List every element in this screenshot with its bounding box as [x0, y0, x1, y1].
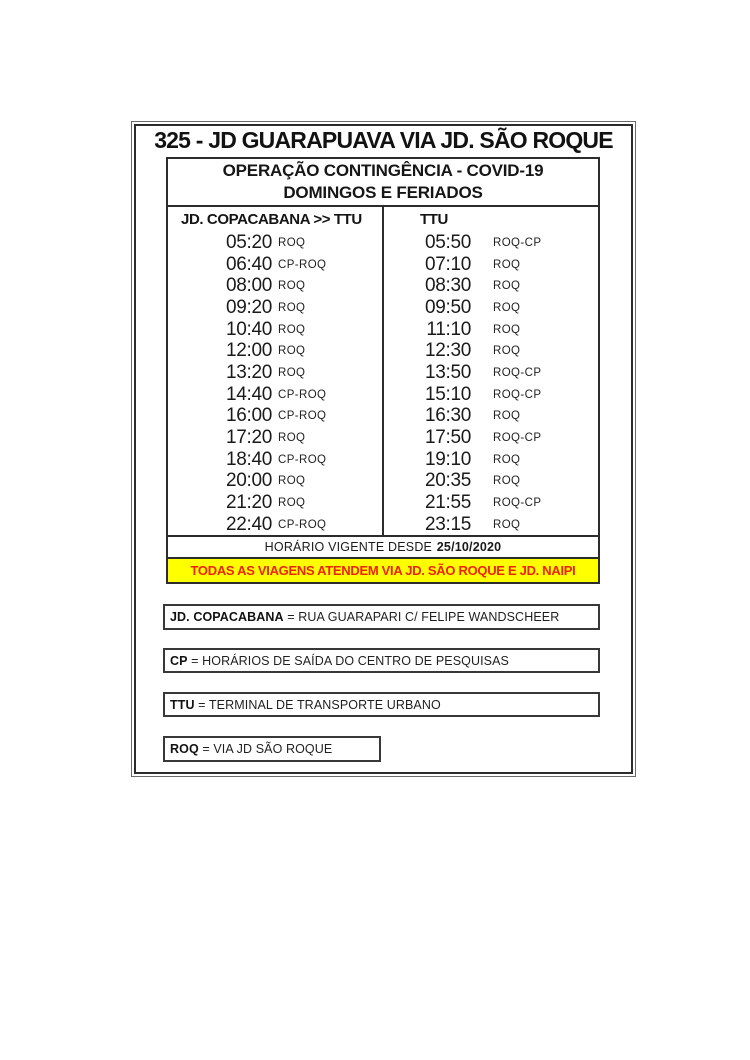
- legend-term: ROQ: [170, 742, 199, 756]
- departure-time: 12:00: [225, 340, 272, 362]
- table-row: [384, 319, 598, 341]
- departure-time: 21:20: [225, 492, 272, 514]
- validity-date: 25/10/2020: [436, 540, 502, 554]
- table-row: [384, 427, 598, 449]
- validity-row: [166, 535, 600, 559]
- departure-time: 10:40: [225, 318, 272, 340]
- departure-time: 07:10: [424, 253, 471, 275]
- route-tag: CP-ROQ: [278, 388, 327, 401]
- document-frame: [131, 121, 636, 777]
- table-row: [168, 514, 382, 536]
- table-row: [384, 384, 598, 406]
- table-row: [168, 340, 382, 362]
- terminal-rows: [384, 232, 598, 536]
- legend-definition: = VIA JD SÃO ROQUE: [198, 742, 333, 756]
- schedule-table: [166, 157, 600, 537]
- route-tag: CP-ROQ: [278, 518, 327, 531]
- departure-time: 09:50: [424, 296, 471, 318]
- legend-definition: = RUA GUARAPARI C/ FELIPE WANDSCHEER: [283, 610, 560, 624]
- departure-time: 17:50: [424, 427, 471, 449]
- column-terminal: [384, 207, 598, 536]
- departure-time: 21:55: [424, 492, 471, 514]
- departure-time: 16:30: [424, 405, 471, 427]
- table-row: [384, 275, 598, 297]
- route-tag: ROQ: [278, 475, 306, 488]
- route-tag: ROQ: [278, 345, 306, 358]
- subheader-operation: OPERAÇÃO CONTINGÊNCIA - COVID-19: [222, 161, 544, 180]
- route-tag: CP-ROQ: [278, 453, 327, 466]
- table-row: [384, 340, 598, 362]
- table-row: [384, 471, 598, 493]
- departure-time: 20:00: [225, 470, 272, 492]
- table-row: [384, 254, 598, 276]
- table-row: [168, 384, 382, 406]
- departure-time: 19:10: [424, 448, 471, 470]
- departure-time: 09:20: [225, 296, 272, 318]
- route-tag: ROQ: [493, 453, 521, 466]
- departure-time: 06:40: [225, 253, 272, 275]
- route-tag: ROQ: [278, 301, 306, 314]
- legend-box-roq: [163, 736, 381, 762]
- legend-definition: = TERMINAL DE TRANSPORTE URBANO: [194, 697, 441, 712]
- route-tag: ROQ: [493, 475, 521, 488]
- departure-time: 20:35: [424, 470, 471, 492]
- departure-time: 17:20: [225, 427, 272, 449]
- document-inner-border: [134, 124, 633, 774]
- origin-rows: [168, 232, 382, 536]
- departure-time: 18:40: [225, 448, 272, 470]
- table-row: [168, 297, 382, 319]
- route-tag: ROQ: [278, 323, 306, 336]
- column-origin: [168, 207, 384, 536]
- route-tag: ROQ: [278, 432, 306, 445]
- table-row: [168, 232, 382, 254]
- route-tag: ROQ: [278, 280, 306, 293]
- legend-box-jd-copacabana: [163, 604, 600, 630]
- route-tag: ROQ-CP: [493, 432, 542, 445]
- table-row: [168, 427, 382, 449]
- legend-definition: = HORÁRIOS DE SAÍDA DO CENTRO DE PESQUISAS: [187, 653, 509, 668]
- departure-time: 13:50: [424, 361, 471, 383]
- route-tag: ROQ: [278, 236, 306, 249]
- departure-time: 14:40: [225, 383, 272, 405]
- route-tag: ROQ-CP: [493, 388, 542, 401]
- column-header-origin: JD. COPACABANA >> TTU: [181, 211, 362, 228]
- route-tag: ROQ: [278, 497, 306, 510]
- route-tag: ROQ-CP: [493, 497, 542, 510]
- route-tag: ROQ: [493, 410, 521, 423]
- table-row: [168, 319, 382, 341]
- route-tag: ROQ: [493, 323, 521, 336]
- departure-time: 13:20: [225, 361, 272, 383]
- departure-time: 05:50: [424, 231, 471, 253]
- table-row: [384, 362, 598, 384]
- table-row: [168, 492, 382, 514]
- legend-box-ttu: [163, 692, 600, 717]
- departure-time: 15:10: [424, 383, 471, 405]
- departure-time: 05:20: [225, 231, 272, 253]
- table-row: [168, 254, 382, 276]
- table-row: [384, 232, 598, 254]
- departure-time: 08:00: [225, 275, 272, 297]
- page-title: 325 - JD GUARAPUAVA VIA JD. SÃO ROQUE: [154, 127, 613, 153]
- notice-banner: TODAS AS VIAGENS ATENDEM VIA JD. SÃO ROQUE E JD. NAIPI: [166, 557, 600, 584]
- table-row: [168, 275, 382, 297]
- departure-time: 16:00: [225, 405, 272, 427]
- table-subheader: [168, 159, 598, 207]
- table-row: [384, 492, 598, 514]
- table-row: [168, 471, 382, 493]
- departure-time: 08:30: [424, 275, 471, 297]
- route-tag: ROQ: [493, 518, 521, 531]
- column-header-terminal: TTU: [420, 211, 448, 228]
- table-row: [384, 297, 598, 319]
- table-row: [168, 362, 382, 384]
- departure-time: 23:15: [424, 513, 471, 535]
- route-tag: ROQ: [493, 280, 521, 293]
- table-row: [384, 449, 598, 471]
- legend-box-cp: [163, 648, 600, 673]
- route-tag: CP-ROQ: [278, 410, 327, 423]
- table-row: [384, 514, 598, 536]
- route-tag: ROQ: [493, 345, 521, 358]
- departure-time: 11:10: [426, 318, 471, 340]
- table-row: [168, 449, 382, 471]
- legend-term: TTU: [170, 697, 195, 712]
- schedule-columns: [168, 207, 598, 536]
- route-tag: ROQ: [493, 258, 521, 271]
- legend-term: JD. COPACABANA: [170, 610, 284, 624]
- validity-text: HORÁRIO VIGENTE DESDE: [264, 540, 436, 554]
- route-tag: ROQ: [278, 366, 306, 379]
- table-row: [168, 406, 382, 428]
- route-tag: ROQ-CP: [493, 236, 542, 249]
- route-tag: CP-ROQ: [278, 258, 327, 271]
- departure-time: 12:30: [424, 340, 471, 362]
- subheader-days: DOMINGOS E FERIADOS: [283, 183, 483, 202]
- route-tag: ROQ: [493, 301, 521, 314]
- departure-time: 22:40: [225, 513, 272, 535]
- route-tag: ROQ-CP: [493, 366, 542, 379]
- table-row: [384, 406, 598, 428]
- legend-term: CP: [170, 653, 188, 668]
